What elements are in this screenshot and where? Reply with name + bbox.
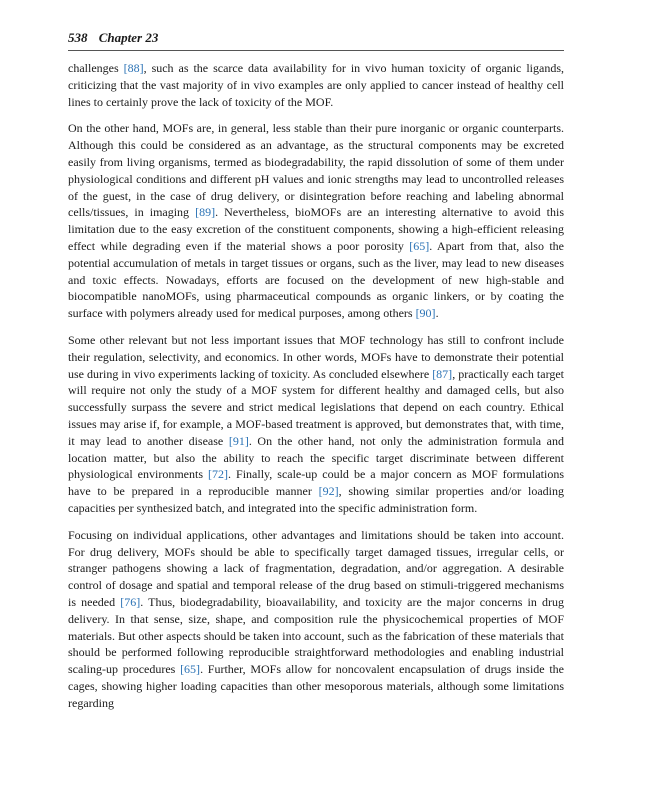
citation-link[interactable]: [65] <box>180 662 201 677</box>
citation-link[interactable]: [89] <box>195 205 216 220</box>
citation-link[interactable]: [65] <box>409 238 430 253</box>
citation-link[interactable]: [76] <box>120 594 141 609</box>
page-number: 538 <box>68 30 88 45</box>
text-run: . <box>435 306 439 321</box>
text-run: , showing similar properties and/or loading capacities per synthesized batch, and integrated into the specific administration form. <box>68 484 564 515</box>
chapter-title: Chapter 23 <box>98 30 159 45</box>
text-run: . On the other hand, not only the administration formula and location matter, but also the ability to reach the specific target discriminate between different physiological environments <box>68 433 564 482</box>
citation-link[interactable]: [88] <box>123 61 144 75</box>
paragraph <box>68 60 564 110</box>
paragraph <box>68 527 564 712</box>
text-run: challenges <box>68 61 124 75</box>
citation-link[interactable]: [90] <box>415 306 436 321</box>
text-run: . Finally, scale-up could be a major concern as MOF formulations have to be prepared in a reproducible manner <box>68 467 564 499</box>
text-run: Some other relevant but not less important issues that MOF technology has still to confront include their regulation, selectivity, and economics. In other words, MOFs have to demonstrate their potential use during in vivo experiments lacking of toxicity. As concluded elsewhere <box>68 332 564 381</box>
text-run: On the other hand, MOFs are, in general, less stable than their pure inorganic or organic counterparts. Although this could be considered as an advantage, as the structural components may be excreted easily from living organisms, termed as biodegradability, the rapid dissolution of some of them under physiological conditions and different pH values and ionic strengths may lead to uncontrolled releases of the guest, in the case of drug delivery, or disintegration before reaching and labeling abnormal cells/tissues, in imaging <box>68 121 564 220</box>
citation-link[interactable]: [92] <box>318 484 339 499</box>
running-head <box>68 30 564 51</box>
citation-link[interactable]: [91] <box>228 433 249 448</box>
citation-link[interactable]: [72] <box>208 467 229 482</box>
text-run: Focusing on individual applications, other advantages and limitations should be taken into account. For drug delivery, MOFs should be able to specifically target damaged tissues, irregular cells, or stranger pathogens showing a lack of fragmentation, degradation, and/or aggregation. A desirable control of dosage and spatial and temporal release of the drug based on stimuli-triggered mechanisms is needed <box>68 527 564 609</box>
text-run: , such as the scarce data availability for in vivo human toxicity of organic ligands, criticizing that the vast majority of in vivo examples are only applied to cancer instead of healthy cell lines to certainly prove the lack of toxicity of the MOF. <box>68 61 564 109</box>
paragraph <box>68 120 564 322</box>
text-run: . Nevertheless, bioMOFs are an interesting alternative to avoid this limitation due to the easy excretion of the constituent components, showing a high-efficient releasing effect while degrading even if the material shows a poor porosity <box>68 205 564 253</box>
body-text <box>68 60 564 721</box>
citation-link[interactable]: [87] <box>432 366 453 381</box>
text-run: , practically each target will require not only the study of a MOF system for different healthy and damaged cells, but also successfully surpass the severe and strict medical legislations that depend on each country. Ethical issues may arise if, for example, a MOF-based treatment is approved, but demonstrates that, with time, it may lead to another disease <box>68 366 565 448</box>
text-run: . Thus, biodegradability, bioavailability, and toxicity are the major concerns in drug delivery. In that sense, size, shape, and composition rule the physicochemical properties of MOF materials. But other aspects should be taken into account, such as the fabrication of these materials that should be performed following reproducible straightforward methodologies and enabling industrial scaling-up procedures <box>68 594 565 677</box>
text-run: . Further, MOFs allow for noncovalent encapsulation of drugs inside the cages, showing higher loading capacities than other mesoporous materials, although some limitations regarding <box>68 662 564 710</box>
text-run: . Apart from that, also the potential accumulation of metals in target tissues or organs, such as the liver, may lead to new diseases and toxic effects. Nowadays, efforts are focused on the development of new high-stable and biocompatible nanoMOFs, using pharmaceutical compounds as organic linkers, or by coating the surface with polymers already used for medical purposes, among others <box>68 238 564 321</box>
paragraph <box>68 332 564 517</box>
